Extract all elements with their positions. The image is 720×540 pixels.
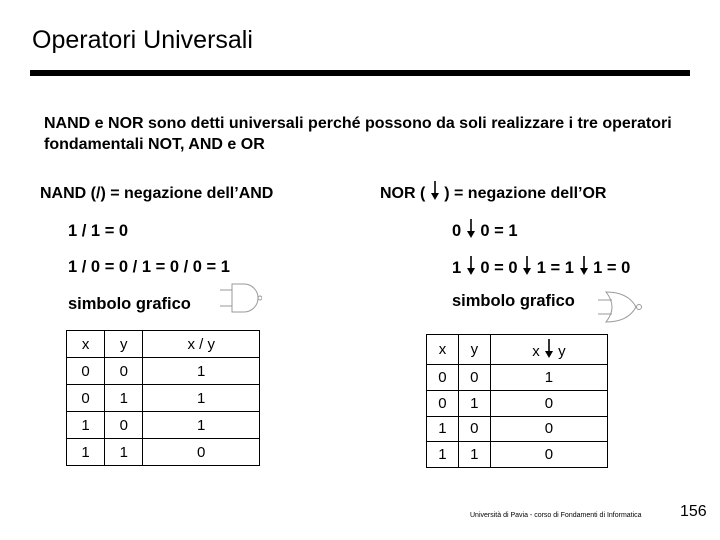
- table-cell: 1: [458, 442, 490, 468]
- nor-truth-table: [426, 334, 608, 468]
- table-cell: 1: [67, 412, 105, 439]
- page-number: 156: [680, 503, 707, 520]
- nor-symbol-label: simbolo grafico: [452, 292, 575, 310]
- table-cell: 0: [490, 390, 607, 416]
- table-row: [67, 385, 260, 412]
- title-divider: [30, 70, 690, 76]
- slide-title: Operatori Universali: [32, 26, 253, 54]
- table-cell: 0: [427, 365, 459, 391]
- nor-header-x: x: [532, 342, 540, 360]
- table-cell: 0: [67, 358, 105, 385]
- table-cell: 0: [458, 365, 490, 391]
- table-header-cell: x: [427, 335, 459, 365]
- table-cell: 0: [490, 442, 607, 468]
- table-cell: 1: [427, 442, 459, 468]
- table-row: [427, 365, 608, 391]
- table-cell: 0: [105, 412, 143, 439]
- table-cell: 1: [105, 439, 143, 466]
- table-cell: 0: [105, 358, 143, 385]
- nor-eq2-part: 1 = 1: [536, 259, 574, 277]
- nor-eq2-part: 1 = 0: [593, 259, 631, 277]
- table-header-cell: x: [67, 331, 105, 358]
- table-row: [67, 439, 260, 466]
- table-cell: 0: [490, 416, 607, 442]
- nor-eq2-part: 0 = 0: [480, 259, 518, 277]
- nor-eq1-part: 0: [452, 222, 462, 240]
- nand-gate-symbol: [220, 280, 262, 316]
- nand-equation-1: 1 / 1 = 0: [68, 222, 129, 240]
- table-cell: 1: [143, 358, 260, 385]
- table-cell: 0: [67, 385, 105, 412]
- nand-symbol-label: simbolo grafico: [68, 295, 191, 313]
- nand-truth-table: [66, 330, 260, 466]
- nor-arrow-icon: [466, 220, 476, 240]
- nor-arrow-icon: [430, 182, 440, 202]
- table-cell: 0: [458, 416, 490, 442]
- table-header-cell: y: [105, 331, 143, 358]
- table-cell: 1: [458, 390, 490, 416]
- table-cell: 1: [105, 385, 143, 412]
- nor-arrow-icon: [579, 257, 589, 277]
- table-row: [427, 390, 608, 416]
- nor-arrow-icon: [522, 257, 532, 277]
- table-header-cell: x / y: [143, 331, 260, 358]
- nor-eq1-part: 0 = 1: [480, 222, 518, 240]
- nor-heading-right: ) = negazione dell’OR: [444, 185, 607, 202]
- table-cell: 0: [427, 390, 459, 416]
- table-header-row: [67, 331, 260, 358]
- table-cell: 1: [143, 385, 260, 412]
- nor-heading: [380, 182, 606, 203]
- nor-arrow-icon: [544, 340, 554, 360]
- nor-gate-symbol: [598, 288, 644, 326]
- nor-eq2-part: 1: [452, 259, 462, 277]
- table-cell: 0: [143, 439, 260, 466]
- table-row: [67, 358, 260, 385]
- table-row: [67, 412, 260, 439]
- table-row: [427, 416, 608, 442]
- table-cell: 1: [143, 412, 260, 439]
- table-cell: 1: [427, 416, 459, 442]
- intro-text: NAND e NOR sono detti universali perché possono da soli realizzare i tre operatori fondamentali NOT, AND e OR: [44, 115, 672, 153]
- nor-heading-left: NOR (: [380, 185, 426, 202]
- table-row: [427, 442, 608, 468]
- nand-equation-2: 1 / 0 = 0 / 1 = 0 / 0 = 1: [68, 258, 230, 276]
- table-header-row: [427, 335, 608, 365]
- nor-header-y: y: [558, 342, 566, 360]
- nor-arrow-icon: [466, 257, 476, 277]
- table-cell: 1: [490, 365, 607, 391]
- table-header-cell: [490, 335, 607, 365]
- nor-equation-1: [452, 220, 518, 241]
- nand-heading: NAND (/) = negazione dell’AND: [40, 185, 274, 202]
- footer-text: Università di Pavia - corso di Fondamenti di Informatica: [470, 512, 642, 519]
- table-header-cell: y: [458, 335, 490, 365]
- table-cell: 1: [67, 439, 105, 466]
- nor-equation-2: [452, 257, 630, 278]
